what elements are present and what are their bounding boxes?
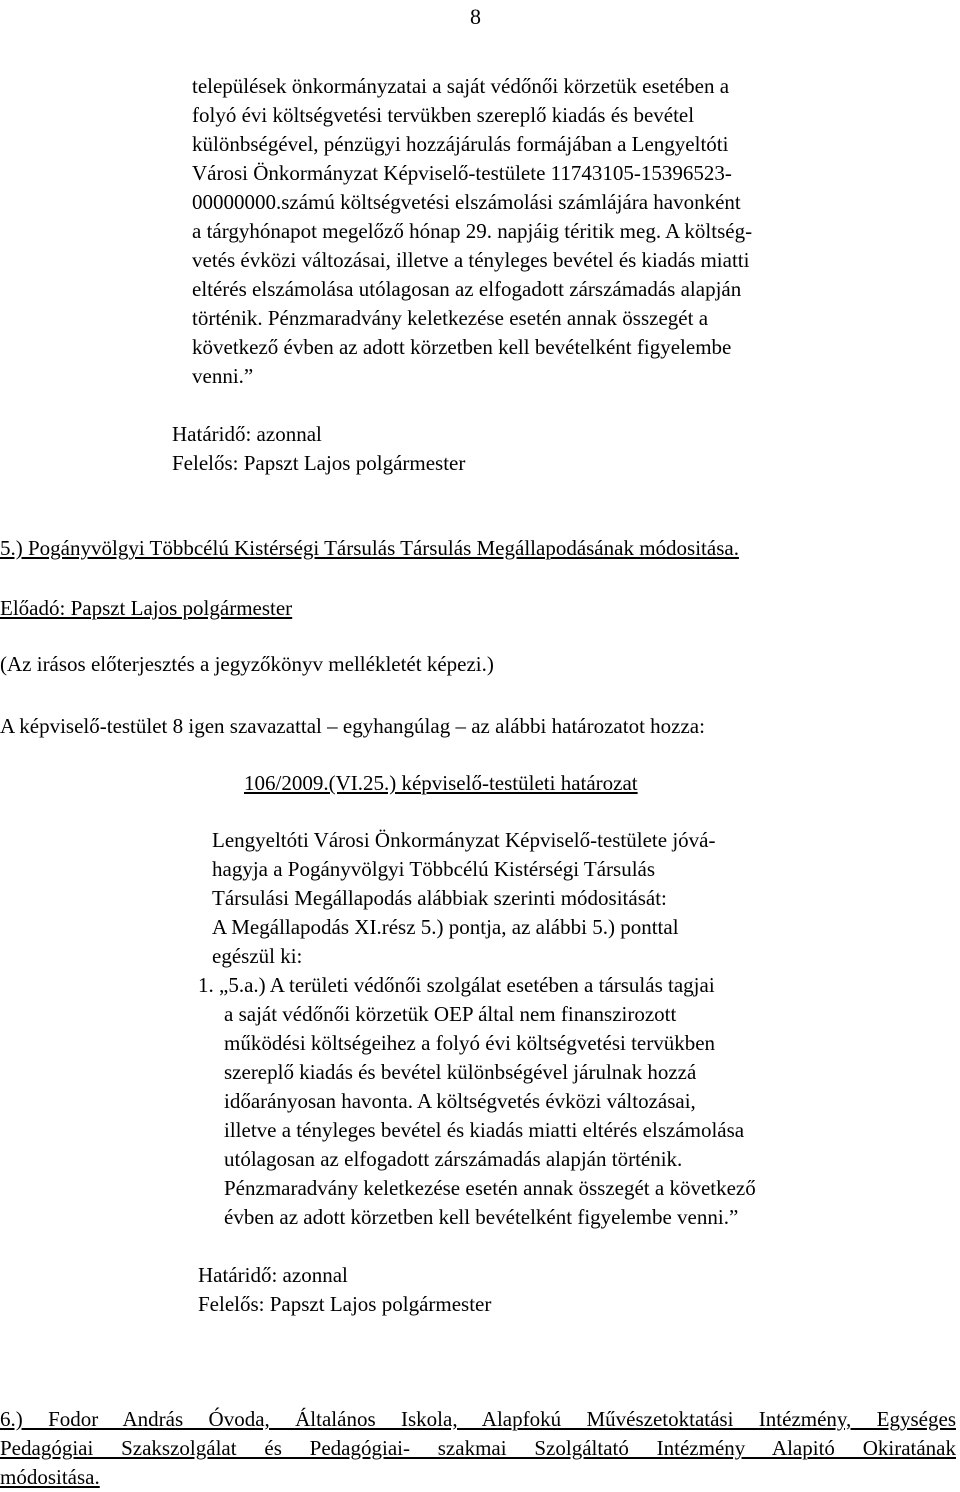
responsible-text: Felelős: Papszt Lajos polgármester xyxy=(172,451,466,475)
item5-deadline-block xyxy=(198,1261,491,1319)
text-line: működési költségeihez a folyó évi költségvetési tervükben xyxy=(224,1031,716,1055)
text-line: évben az adott körzetben kell bevételként figyelembe venni.” xyxy=(224,1205,739,1229)
text-line: következő évben az adott körzetben kell bevételként figyelembe xyxy=(192,335,732,359)
text-line: A Megállapodás XI.rész 5.) pontja, az alábbi 5.) ponttal xyxy=(212,915,679,939)
text-line: hagyja a Pogányvölgyi Többcélú Kistérségi Társulás xyxy=(212,857,656,881)
item5-presenter-text: Előadó: Papszt Lajos polgármester xyxy=(0,596,293,620)
resolution-body xyxy=(212,826,715,971)
text-line: folyó évi költségvetési tervükben szereplő kiadás és bevétel xyxy=(192,103,695,127)
text-line: Lengyeltóti Városi Önkormányzat Képviselő-testülete jóvá- xyxy=(212,828,716,852)
item5-note-text: (Az irásos előterjesztés a jegyzőkönyv mellékletét képezi.) xyxy=(0,652,494,676)
item5-presenter xyxy=(0,594,292,623)
text-line: szereplő kiadás és bevétel különbségével járulnak hozzá xyxy=(224,1060,697,1084)
page-number: 8 xyxy=(470,4,481,29)
item5-note xyxy=(0,650,494,679)
item5-vote xyxy=(0,712,705,741)
text-line: egészül ki: xyxy=(212,944,303,968)
responsible-text: Felelős: Papszt Lajos polgármester xyxy=(198,1292,492,1316)
text-line: módositása. xyxy=(0,1465,100,1489)
resolution-title-text: 106/2009.(VI.25.) képviselő-testületi határozat xyxy=(244,771,638,795)
resolution-item-lead xyxy=(198,971,715,1000)
text-line: Városi Önkormányzat Képviselő-testülete 11743105-15396523- xyxy=(192,161,732,185)
deadline-text: Határidő: azonnal xyxy=(172,422,322,446)
text-line: különbségével, pénzügyi hozzájárulás formájában a Lengyeltóti xyxy=(192,132,729,156)
resolution-item-body xyxy=(224,1000,756,1232)
text-line: Társulási Megállapodás alábbiak szerinti módositását: xyxy=(212,886,667,910)
text-line: a tárgyhónapot megelőző hónap 29. napjáig téritik meg. A költség- xyxy=(192,219,753,243)
text-line: a saját védőnői körzetük OEP által nem finanszirozott xyxy=(224,1002,677,1026)
intro-deadline-block xyxy=(172,420,465,478)
text-line: venni.” xyxy=(192,364,254,388)
item5-vote-text: A képviselő-testület 8 igen szavazattal – egyhangúlag – az alábbi határozatot hozza: xyxy=(0,714,705,738)
text-line: Pedagógiai Szakszolgálat és Pedagógiai- szakmai Szolgáltató Intézmény Alapitó Okiratának xyxy=(0,1436,956,1460)
text-line: 00000000.számú költségvetési elszámolási számlájára havonként xyxy=(192,190,741,214)
deadline-text: Határidő: azonnal xyxy=(198,1263,348,1287)
resolution-title xyxy=(244,769,638,798)
item5-title xyxy=(0,534,739,563)
text-line: utólagosan az elfogadott zárszámadás alapján történik. xyxy=(224,1147,683,1171)
text-line: 6.) Fodor András Óvoda, Általános Iskola, Alapfokú Művészetoktatási Intézmény, Egységes xyxy=(0,1407,956,1431)
text-line: időarányosan havonta. A költségvetés évközi változásai, xyxy=(224,1089,696,1113)
text-line: történik. Pénzmaradvány keletkezése esetén annak összegét a xyxy=(192,306,709,330)
text-line: illetve a tényleges bevétel és kiadás miatti eltérés elszámolása xyxy=(224,1118,745,1142)
text-line: eltérés elszámolása utólagosan az elfogadott zárszámadás alapján xyxy=(192,277,742,301)
resolution-item-lead-text: 1. „5.a.) A területi védőnői szolgálat esetében a társulás tagjai xyxy=(198,973,715,997)
text-line: Pénzmaradvány keletkezése esetén annak összegét a következő xyxy=(224,1176,756,1200)
text-line: települések önkormányzatai a saját védőnői körzetük esetében a xyxy=(192,74,730,98)
intro-paragraph xyxy=(192,72,752,391)
text-line: vetés évközi változásai, illetve a tényleges bevétel és kiadás miatti xyxy=(192,248,750,272)
item5-title-text: 5.) Pogányvölgyi Többcélú Kistérségi Társulás Társulás Megállapodásának módositása. xyxy=(0,536,739,560)
item6-title xyxy=(0,1405,956,1492)
